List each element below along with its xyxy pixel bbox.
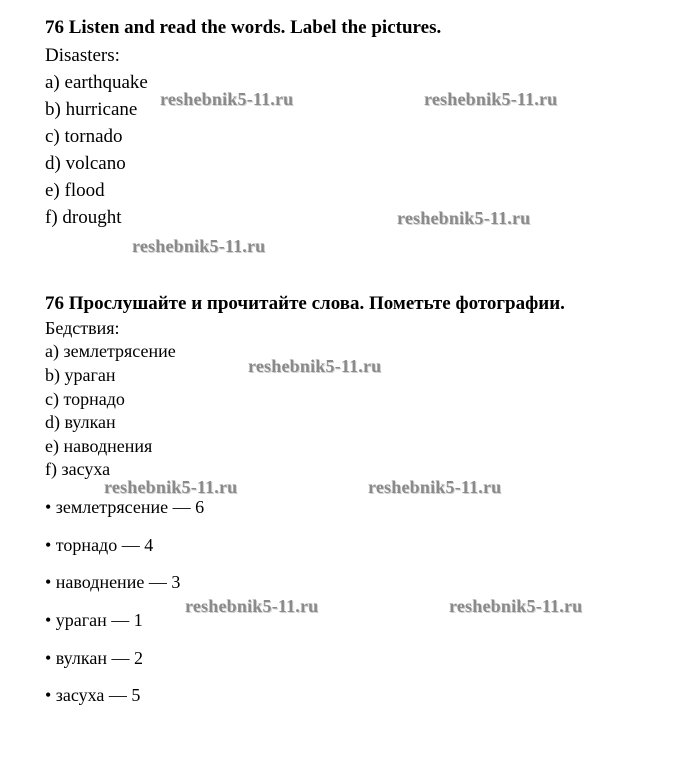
list-item-volcano: d) volcano (45, 153, 126, 174)
list-item-earthquake: a) earthquake (45, 72, 148, 93)
watermark: reshebnik5-11.ru (424, 89, 558, 109)
list-item-vulkan: d) вулкан (45, 412, 116, 432)
list-item-navodneniya: e) наводнения (45, 436, 153, 456)
answer-navodnenie: • наводнение — 3 (45, 572, 181, 592)
answer-zasukha: • засуха — 5 (45, 685, 141, 705)
answer-zemletryasenie: • землетрясение — 6 (45, 497, 205, 517)
list-item-flood: e) flood (45, 180, 105, 201)
answer-tornado: • торнадо — 4 (45, 535, 154, 555)
section-intro-ru: Бедствия: (45, 318, 120, 338)
list-item-tornado: c) tornado (45, 126, 123, 147)
list-item-hurricane: b) hurricane (45, 99, 138, 120)
watermark: reshebnik5-11.ru (397, 208, 531, 228)
watermark: reshebnik5-11.ru (185, 596, 319, 616)
list-item-zasukha: f) засуха (45, 459, 111, 479)
watermark: reshebnik5-11.ru (104, 477, 238, 497)
list-item-uragan: b) ураган (45, 365, 116, 385)
list-item-zemletryasenie: a) землетрясение (45, 341, 176, 361)
exercise-heading-ru: 76 Прослушайте и прочитайте слова. Пометьте фотографии. (45, 293, 565, 314)
watermark: reshebnik5-11.ru (449, 596, 583, 616)
answer-vulkan: • вулкан — 2 (45, 648, 143, 668)
section-intro-en: Disasters: (45, 45, 120, 66)
watermark: reshebnik5-11.ru (248, 356, 382, 376)
answer-uragan: • ураган — 1 (45, 610, 143, 630)
watermark: reshebnik5-11.ru (368, 477, 502, 497)
list-item-drought: f) drought (45, 207, 122, 228)
watermark: reshebnik5-11.ru (160, 89, 294, 109)
exercise-heading-en: 76 Listen and read the words. Label the pictures. (45, 17, 442, 38)
list-item-tornado-ru: c) торнадо (45, 389, 125, 409)
watermark: reshebnik5-11.ru (132, 236, 266, 256)
